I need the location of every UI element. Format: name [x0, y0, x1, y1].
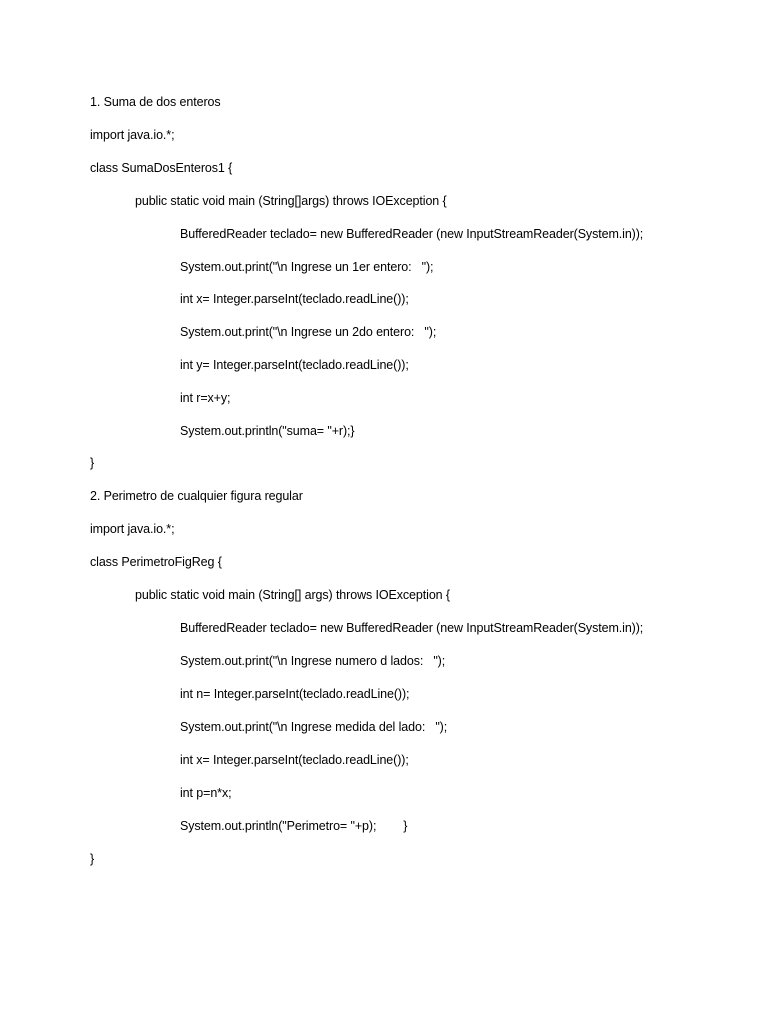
code-line: System.out.print("\n Ingrese un 1er entero: "); [180, 260, 434, 274]
code-line: class PerimetroFigReg { [90, 555, 222, 569]
code-line: import java.io.*; [90, 522, 175, 536]
code-line: class SumaDosEnteros1 { [90, 161, 233, 175]
code-line: public static void main (String[] args) throws IOException { [135, 588, 450, 602]
code-line: public static void main (String[]args) throws IOException { [135, 194, 447, 208]
code-line: int n= Integer.parseInt(teclado.readLine()); [180, 687, 410, 701]
code-line: BufferedReader teclado= new BufferedReader (new InputStreamReader(System.in)); [180, 227, 644, 241]
code-line: int x= Integer.parseInt(teclado.readLine()); [180, 292, 409, 306]
code-line: int x= Integer.parseInt(teclado.readLine()); [180, 753, 409, 767]
code-line: int r=x+y; [180, 391, 231, 405]
code-line: System.out.print("\n Ingrese numero d lados: "); [180, 654, 446, 668]
code-line: import java.io.*; [90, 128, 175, 142]
code-line: int y= Integer.parseInt(teclado.readLine()); [180, 358, 409, 372]
code-line: System.out.print("\n Ingrese un 2do entero: "); [180, 325, 437, 339]
code-line: } [90, 852, 95, 866]
section-2-heading: 2. Perimetro de cualquier figura regular [90, 489, 303, 503]
code-line: BufferedReader teclado= new BufferedReader (new InputStreamReader(System.in)); [180, 621, 644, 635]
code-line: System.out.print("\n Ingrese medida del lado: "); [180, 720, 448, 734]
code-line: System.out.println("suma= "+r);} [180, 424, 355, 438]
code-line: System.out.println("Perimetro= "+p); } [180, 819, 408, 833]
section-1-heading: 1. Suma de dos enteros [90, 95, 221, 109]
code-line: } [90, 456, 95, 470]
code-line: int p=n*x; [180, 786, 232, 800]
